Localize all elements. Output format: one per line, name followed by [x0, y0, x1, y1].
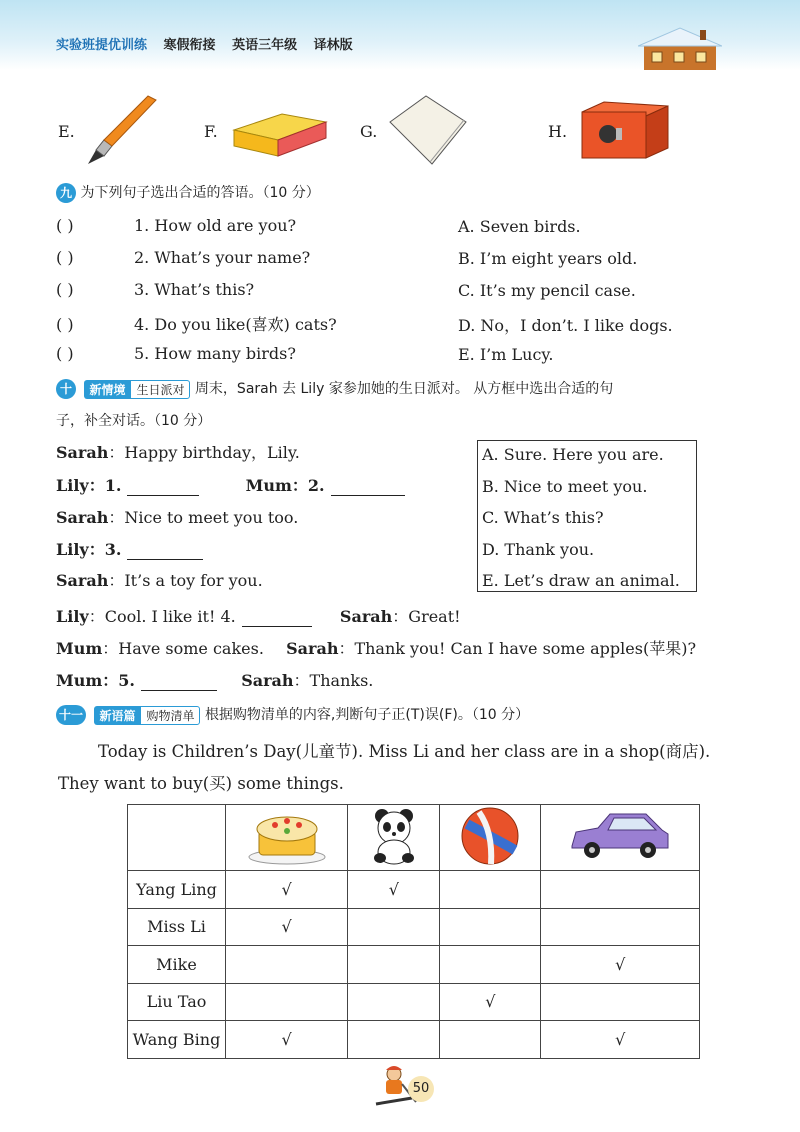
table-row [128, 946, 700, 984]
eraser-icon [226, 102, 336, 160]
check-cell [348, 983, 440, 1021]
answer-option: A. Seven birds. [458, 217, 581, 236]
speaker: Sarah [339, 607, 393, 626]
check-cell [440, 1021, 541, 1059]
panda-icon [364, 806, 424, 866]
passage-line-2: They want to buy(买) some things. [58, 774, 344, 793]
section-10-header [56, 378, 613, 399]
column-header [348, 805, 440, 871]
fill-blank[interactable] [242, 611, 312, 627]
speaker: Sarah [241, 671, 294, 690]
section-10-tag: 新情境 [84, 380, 130, 399]
section-10-topic: 生日派对 [130, 380, 190, 399]
speaker: Lily [56, 540, 89, 559]
speaker: Mum [245, 476, 292, 495]
speaker: Mum [56, 671, 103, 690]
pen-icon [82, 92, 162, 168]
question-number: 5. [134, 344, 150, 363]
question-row [56, 248, 310, 267]
choice-option: E. Let’s draw an animal. [482, 571, 680, 590]
check-cell [226, 946, 348, 984]
speaker: Sarah [286, 639, 339, 658]
section-11-topic: 购物清单 [140, 706, 200, 725]
blank-number: ：2. [291, 476, 325, 495]
speaker: Lily [56, 607, 89, 626]
blank-number: ：5. [102, 671, 135, 690]
section-11-number: 十一 [56, 705, 86, 725]
picture-label-g: G. [360, 122, 378, 141]
dialogue-line-8 [56, 668, 373, 691]
question-text: Do you like(喜欢) cats? [154, 315, 337, 334]
check-cell [226, 983, 348, 1021]
passage-line-1: Today is Children’s Day(儿童节). Miss Li and her class are in a shop(商店). [98, 742, 711, 761]
blank-number: ：3. [88, 540, 122, 559]
choice-box [477, 440, 697, 592]
dialogue-text: ：It’s a toy for you. [108, 571, 263, 590]
section-11-header [56, 704, 529, 725]
answer-blank[interactable]: ( ) [56, 315, 74, 334]
speaker: Sarah [56, 508, 109, 527]
table-corner-cell [128, 805, 226, 871]
section-10-instruction-line2: 子，补全对话。（10 分） [56, 413, 212, 429]
speaker: Sarah [56, 443, 109, 462]
fill-blank[interactable] [141, 675, 217, 691]
car-icon [568, 808, 672, 864]
page-header [0, 0, 800, 70]
check-cell [348, 946, 440, 984]
person-name: Yang Ling [128, 871, 226, 909]
person-name: Wang Bing [128, 1021, 226, 1059]
question-text: What’s your name? [154, 248, 311, 267]
dialogue-line-4 [56, 537, 203, 560]
dialogue-text: ：Nice to meet you too. [108, 508, 299, 527]
blank-number: ：1. [88, 476, 122, 495]
subject-name: 英语三年级 [232, 38, 298, 53]
check-cell: √ [541, 946, 700, 984]
check-cell: √ [348, 871, 440, 909]
speaker: Lily [56, 476, 89, 495]
person-name: Mike [128, 946, 226, 984]
picture-row [0, 92, 800, 172]
check-cell [348, 1021, 440, 1059]
speaker: Sarah [56, 571, 109, 590]
check-cell: √ [226, 871, 348, 909]
check-cell [440, 871, 541, 909]
answer-blank[interactable]: ( ) [56, 248, 74, 267]
section-11-tag: 新语篇 [94, 706, 140, 725]
section-11-instruction: 根据购物清单的内容,判断句子正(T)误(F)。（10 分） [204, 707, 530, 723]
question-text: How many birds? [154, 344, 296, 363]
check-cell [541, 871, 700, 909]
fill-blank[interactable] [127, 544, 203, 560]
series-name: 寒假衔接 [163, 38, 216, 53]
person-name: Liu Tao [128, 983, 226, 1021]
table-header-row [128, 805, 700, 871]
section-9-instruction: 为下列句子选出合适的答语。（10 分） [80, 185, 320, 201]
check-cell [541, 983, 700, 1021]
section-9-header [56, 182, 320, 203]
check-cell [440, 908, 541, 946]
check-cell: √ [226, 1021, 348, 1059]
check-cell: √ [440, 983, 541, 1021]
edition-name: 译林版 [313, 38, 353, 53]
choice-option: D. Thank you. [482, 540, 595, 559]
table-row [128, 908, 700, 946]
column-header [440, 805, 541, 871]
check-cell [541, 908, 700, 946]
dialogue-line-5 [56, 568, 263, 591]
header-title [56, 34, 353, 53]
choice-option: A. Sure. Here you are. [482, 445, 664, 464]
picture-label-f: F. [204, 122, 218, 141]
question-number: 4. [134, 315, 150, 334]
answer-option: D. No，I don’t. I like dogs. [458, 316, 673, 335]
question-text: How old are you? [154, 216, 297, 235]
dialogue-text: ：Thanks. [293, 671, 374, 690]
question-row [56, 312, 337, 335]
question-row [56, 216, 296, 235]
question-number: 2. [134, 248, 150, 267]
check-cell [440, 946, 541, 984]
dialogue-text: ：Have some cakes. [102, 639, 264, 658]
dialogue-text: ：Cool. I like it! 4. [88, 607, 236, 626]
answer-blank[interactable]: ( ) [56, 280, 74, 299]
page-number: 50 [408, 1076, 434, 1102]
dialogue-line-7 [56, 636, 696, 659]
table-row [128, 871, 700, 909]
dialogue-text: ：Happy birthday，Lily. [108, 443, 300, 462]
picture-label-h: H. [548, 122, 568, 141]
dialogue-line-2 [56, 473, 405, 496]
brand-name: 实验班提优训练 [56, 38, 148, 53]
question-number: 3. [134, 280, 150, 299]
dialogue-text: ：Thank you! Can I have some apples(苹果)? [338, 639, 697, 658]
fill-blank[interactable] [331, 480, 405, 496]
table-row [128, 983, 700, 1021]
check-cell [348, 908, 440, 946]
speaker: Mum [56, 639, 103, 658]
cake-icon [247, 807, 327, 865]
answer-blank[interactable]: ( ) [56, 344, 74, 363]
question-text: What’s this? [154, 280, 255, 299]
paper-icon [386, 92, 470, 168]
check-cell: √ [541, 1021, 700, 1059]
column-header [541, 805, 700, 871]
ball-icon [457, 806, 523, 866]
dialogue-line-3 [56, 505, 298, 528]
question-row [56, 280, 254, 299]
answer-option: C. It’s my pencil case. [458, 281, 636, 300]
answer-option: B. I’m eight years old. [458, 249, 638, 268]
picture-label-e: E. [58, 122, 75, 141]
question-row [56, 344, 296, 363]
question-number: 1. [134, 216, 150, 235]
house-illustration [638, 26, 722, 70]
section-10-number: 十 [56, 379, 76, 399]
choice-option: B. Nice to meet you. [482, 477, 648, 496]
person-name: Miss Li [128, 908, 226, 946]
dialogue-text: ：Great! [392, 607, 461, 626]
sharpener-icon [578, 100, 672, 162]
section-10-instruction-line1: 周末，Sarah 去 Lily 家参加她的生日派对。 从方框中选出合适的句 [194, 381, 614, 397]
dialogue-line-6 [56, 604, 461, 627]
section-9-number: 九 [56, 183, 76, 203]
fill-blank[interactable] [127, 480, 199, 496]
shopping-list-table [127, 804, 700, 1059]
table-row [128, 1021, 700, 1059]
dialogue-line-1 [56, 440, 300, 463]
choice-option: C. What’s this? [482, 508, 604, 527]
answer-blank[interactable]: ( ) [56, 216, 74, 235]
column-header [226, 805, 348, 871]
check-cell: √ [226, 908, 348, 946]
answer-option: E. I’m Lucy. [458, 345, 554, 364]
